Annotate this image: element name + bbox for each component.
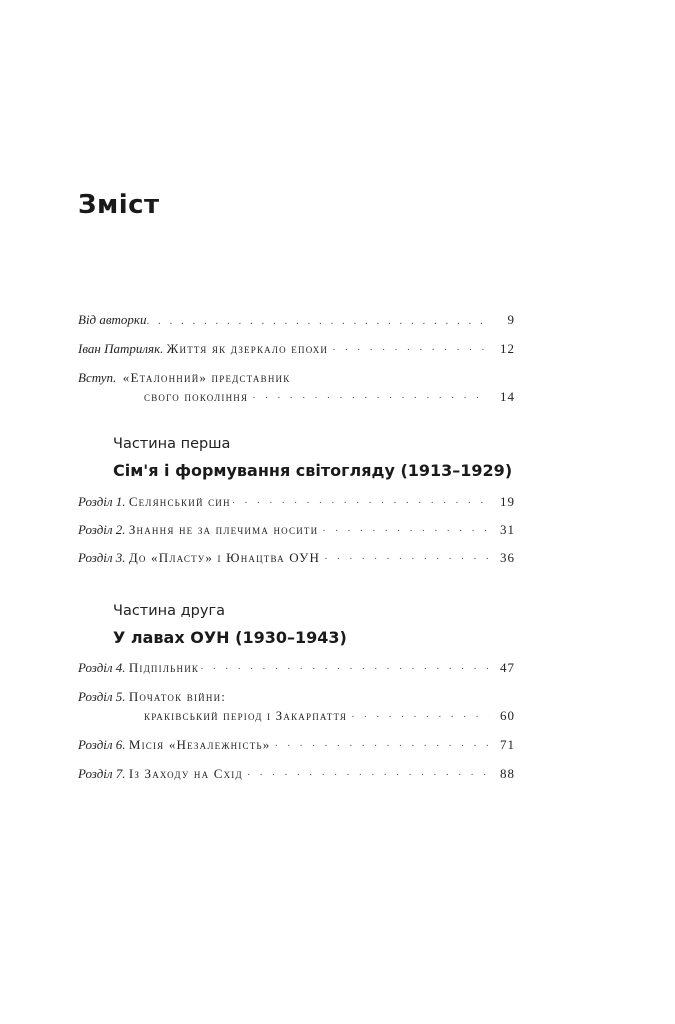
page-number: 36 <box>500 550 515 565</box>
entry-lead: Розділ 7. <box>78 766 126 781</box>
entry-title-line1: «Еталонний» представник <box>122 370 291 385</box>
entry-lead: Розділ 3. <box>78 550 126 565</box>
toc-entry-chapter-4[interactable] <box>78 659 515 678</box>
entry-title: Підпільник <box>128 660 200 675</box>
dot-leader <box>200 660 489 678</box>
dot-leader <box>332 341 489 359</box>
toc-entry-introduction-patryliak[interactable] <box>78 340 515 359</box>
part-title[interactable]: Сім'я і формування світогляду (1913–1929) <box>113 461 513 480</box>
entry-title: Селянський син <box>128 494 231 509</box>
page-number: 19 <box>500 494 515 509</box>
page-number: 88 <box>500 766 515 781</box>
toc-entry-chapter-1[interactable] <box>78 493 515 512</box>
dot-leader <box>247 766 489 784</box>
page-number: 71 <box>500 737 515 752</box>
entry-title: Місія «Незалежність» <box>128 737 271 752</box>
entry-lead: Розділ 6. <box>78 737 126 752</box>
dot-leader <box>322 522 489 540</box>
toc-entry-intro[interactable] <box>78 369 515 407</box>
dot-leader <box>147 312 490 330</box>
part-title[interactable]: У лавах ОУН (1930–1943) <box>113 628 347 647</box>
entry-title: Знання не за плечима носити <box>128 522 319 537</box>
entry-title-line2: свого покоління <box>144 389 249 404</box>
toc-entry-chapter-5[interactable] <box>78 688 515 726</box>
page-number: 60 <box>500 708 515 723</box>
entry-title: Із Заходу на Схід <box>128 766 243 781</box>
toc-entry-chapter-6[interactable] <box>78 736 515 755</box>
entry-lead: Розділ 2. <box>78 522 126 537</box>
toc-entry-chapter-7[interactable] <box>78 765 515 784</box>
dot-leader <box>351 708 489 726</box>
dot-leader <box>274 737 489 755</box>
part-label: Частина друга <box>113 603 225 619</box>
entry-lead: Іван Патриляк. <box>78 341 164 356</box>
page-number: 9 <box>507 312 515 327</box>
page-number: 47 <box>500 660 515 675</box>
part-label: Частина перша <box>113 436 231 452</box>
page-number: 12 <box>500 341 515 356</box>
page-title: Зміст <box>78 190 160 220</box>
entry-lead: Розділ 5. <box>78 689 126 704</box>
entry-title: До «Пласту» і Юнацтва ОУН <box>128 550 321 565</box>
toc-entry-chapter-3[interactable] <box>78 549 515 568</box>
dot-leader <box>324 550 489 568</box>
page-number: 14 <box>500 389 515 404</box>
page-number: 31 <box>500 522 515 537</box>
dot-leader <box>252 389 489 407</box>
toc-entry-foreword[interactable] <box>78 311 515 330</box>
entry-lead: Вступ. <box>78 370 117 385</box>
entry-lead: Розділ 1. <box>78 494 126 509</box>
entry-lead: Розділ 4. <box>78 660 126 675</box>
toc-entry-chapter-2[interactable] <box>78 521 515 540</box>
entry-title: Життя як дзеркало епохи <box>166 341 329 356</box>
entry-title-line2: краківський період і Закарпаття <box>144 708 348 723</box>
entry-title-line1: Початок війни: <box>128 689 227 704</box>
dot-leader <box>232 494 489 512</box>
entry-lead: Від авторки <box>78 312 147 327</box>
